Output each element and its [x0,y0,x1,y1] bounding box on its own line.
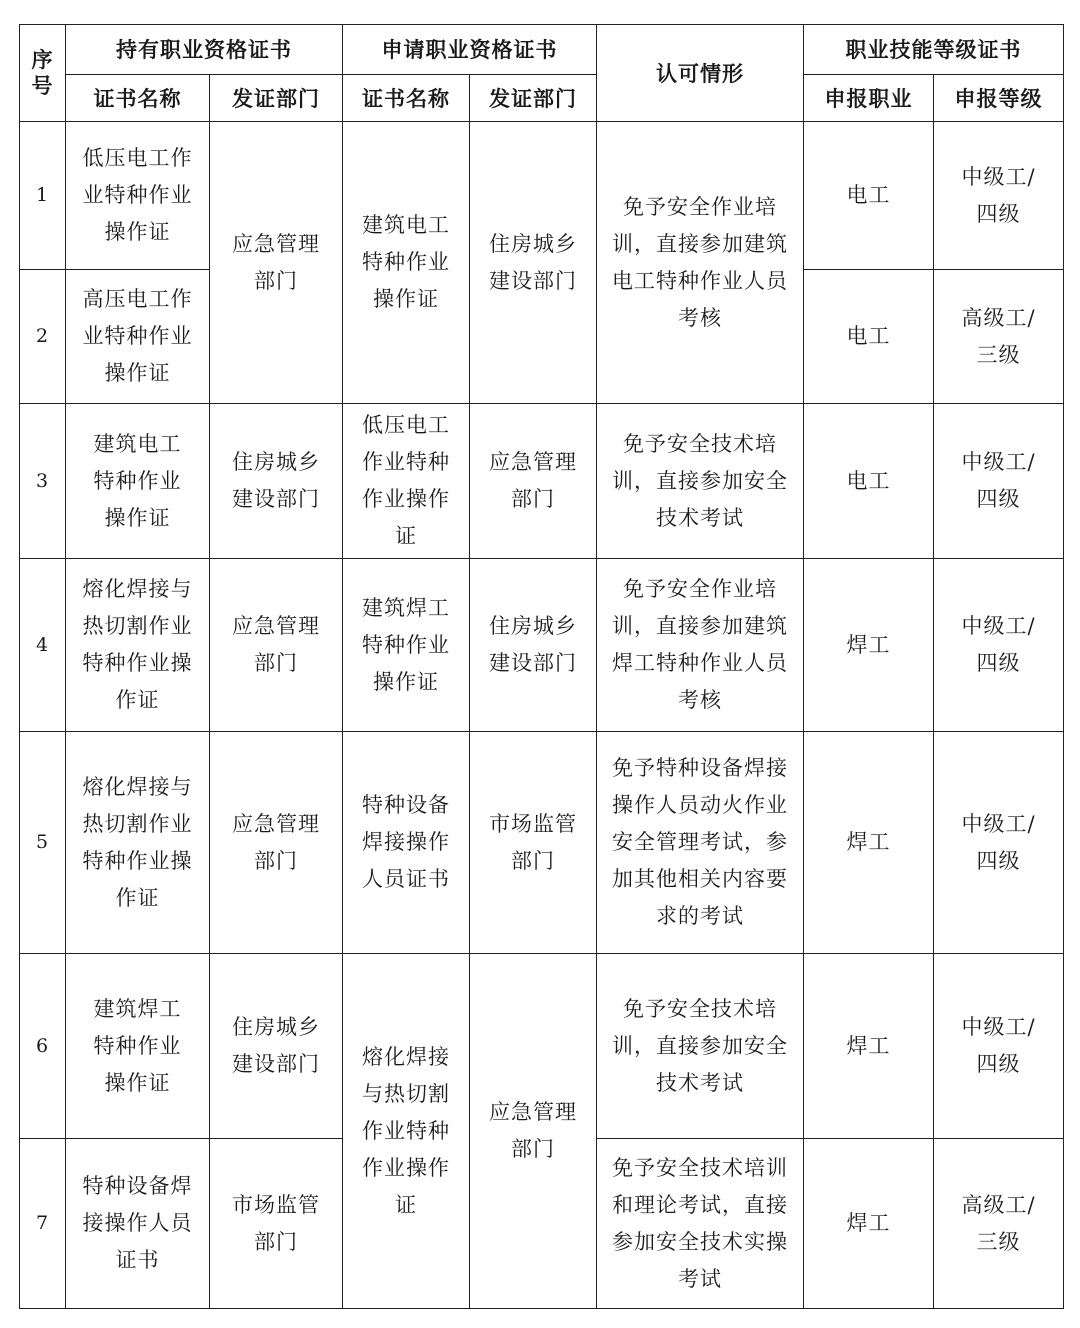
header-seq: 序号 [20,25,66,122]
row-seq: 2 [20,270,66,404]
occupation: 焊工 [804,559,934,732]
apply-cert-name: 建筑电工特种作业操作证 [343,122,470,404]
header-held: 持有职业资格证书 [66,25,343,75]
row-seq: 3 [20,404,66,559]
occupation: 焊工 [804,954,934,1139]
level: 中级工/四级 [934,732,1064,954]
row-seq: 5 [20,732,66,954]
apply-issuer: 应急管理部门 [470,404,597,559]
held-issuer: 应急管理部门 [210,732,343,954]
apply-cert-name: 建筑焊工特种作业操作证 [343,559,470,732]
held-issuer: 住房城乡建设部门 [210,404,343,559]
header-held-issuer: 发证部门 [210,75,343,122]
level: 高级工/三级 [934,1139,1064,1309]
occupation: 焊工 [804,732,934,954]
apply-cert-name: 熔化焊接与热切割作业特种作业操作证 [343,954,470,1309]
table-row [20,732,1064,954]
recognition: 免予安全作业培训，直接参加建筑焊工特种作业人员考核 [597,559,804,732]
table-row [20,404,1064,559]
row-seq: 4 [20,559,66,732]
held-cert-name: 熔化焊接与热切割作业特种作业操作证 [66,732,210,954]
header-apply-issuer: 发证部门 [470,75,597,122]
apply-issuer: 住房城乡建设部门 [470,122,597,404]
recognition: 免予特种设备焊接操作人员动火作业安全管理考试，参加其他相关内容要求的考试 [597,732,804,954]
header-recognition: 认可情形 [597,25,804,122]
recognition: 免予安全技术培训，直接参加安全技术考试 [597,954,804,1139]
occupation: 电工 [804,122,934,270]
header-held-name: 证书名称 [66,75,210,122]
held-cert-name: 熔化焊接与热切割作业特种作业操作证 [66,559,210,732]
header-occupation: 申报职业 [804,75,934,122]
held-cert-name: 高压电工作业特种作业操作证 [66,270,210,404]
level: 中级工/四级 [934,954,1064,1139]
occupation: 电工 [804,270,934,404]
recognition: 免予安全作业培训，直接参加建筑电工特种作业人员考核 [597,122,804,404]
occupation: 焊工 [804,1139,934,1309]
row-seq: 7 [20,1139,66,1309]
occupation: 电工 [804,404,934,559]
table-row [20,954,1064,1139]
header-apply-name: 证书名称 [343,75,470,122]
held-issuer: 住房城乡建设部门 [210,954,343,1139]
held-issuer: 应急管理部门 [210,559,343,732]
header-apply: 申请职业资格证书 [343,25,597,75]
level: 中级工/四级 [934,559,1064,732]
table-row [20,122,1064,270]
row-seq: 1 [20,122,66,270]
held-issuer: 应急管理部门 [210,122,343,404]
apply-issuer: 住房城乡建设部门 [470,559,597,732]
apply-cert-name: 低压电工作业特种作业操作证 [343,404,470,559]
held-issuer: 市场监管部门 [210,1139,343,1309]
held-cert-name: 低压电工作业特种作业操作证 [66,122,210,270]
held-cert-name: 特种设备焊接操作人员证书 [66,1139,210,1309]
certificate-table [19,24,1064,1309]
row-seq: 6 [20,954,66,1139]
level: 中级工/四级 [934,404,1064,559]
apply-issuer: 应急管理部门 [470,954,597,1309]
recognition: 免予安全技术培训，直接参加安全技术考试 [597,404,804,559]
recognition: 免予安全技术培训和理论考试，直接参加安全技术实操考试 [597,1139,804,1309]
level: 中级工/四级 [934,122,1064,270]
header-skill: 职业技能等级证书 [804,25,1064,75]
held-cert-name: 建筑电工特种作业操作证 [66,404,210,559]
header-level: 申报等级 [934,75,1064,122]
header-row [20,25,1064,75]
apply-cert-name: 特种设备焊接操作人员证书 [343,732,470,954]
subheader-row [20,75,1064,122]
apply-issuer: 市场监管部门 [470,732,597,954]
held-cert-name: 建筑焊工特种作业操作证 [66,954,210,1139]
level: 高级工/三级 [934,270,1064,404]
table-row [20,559,1064,732]
